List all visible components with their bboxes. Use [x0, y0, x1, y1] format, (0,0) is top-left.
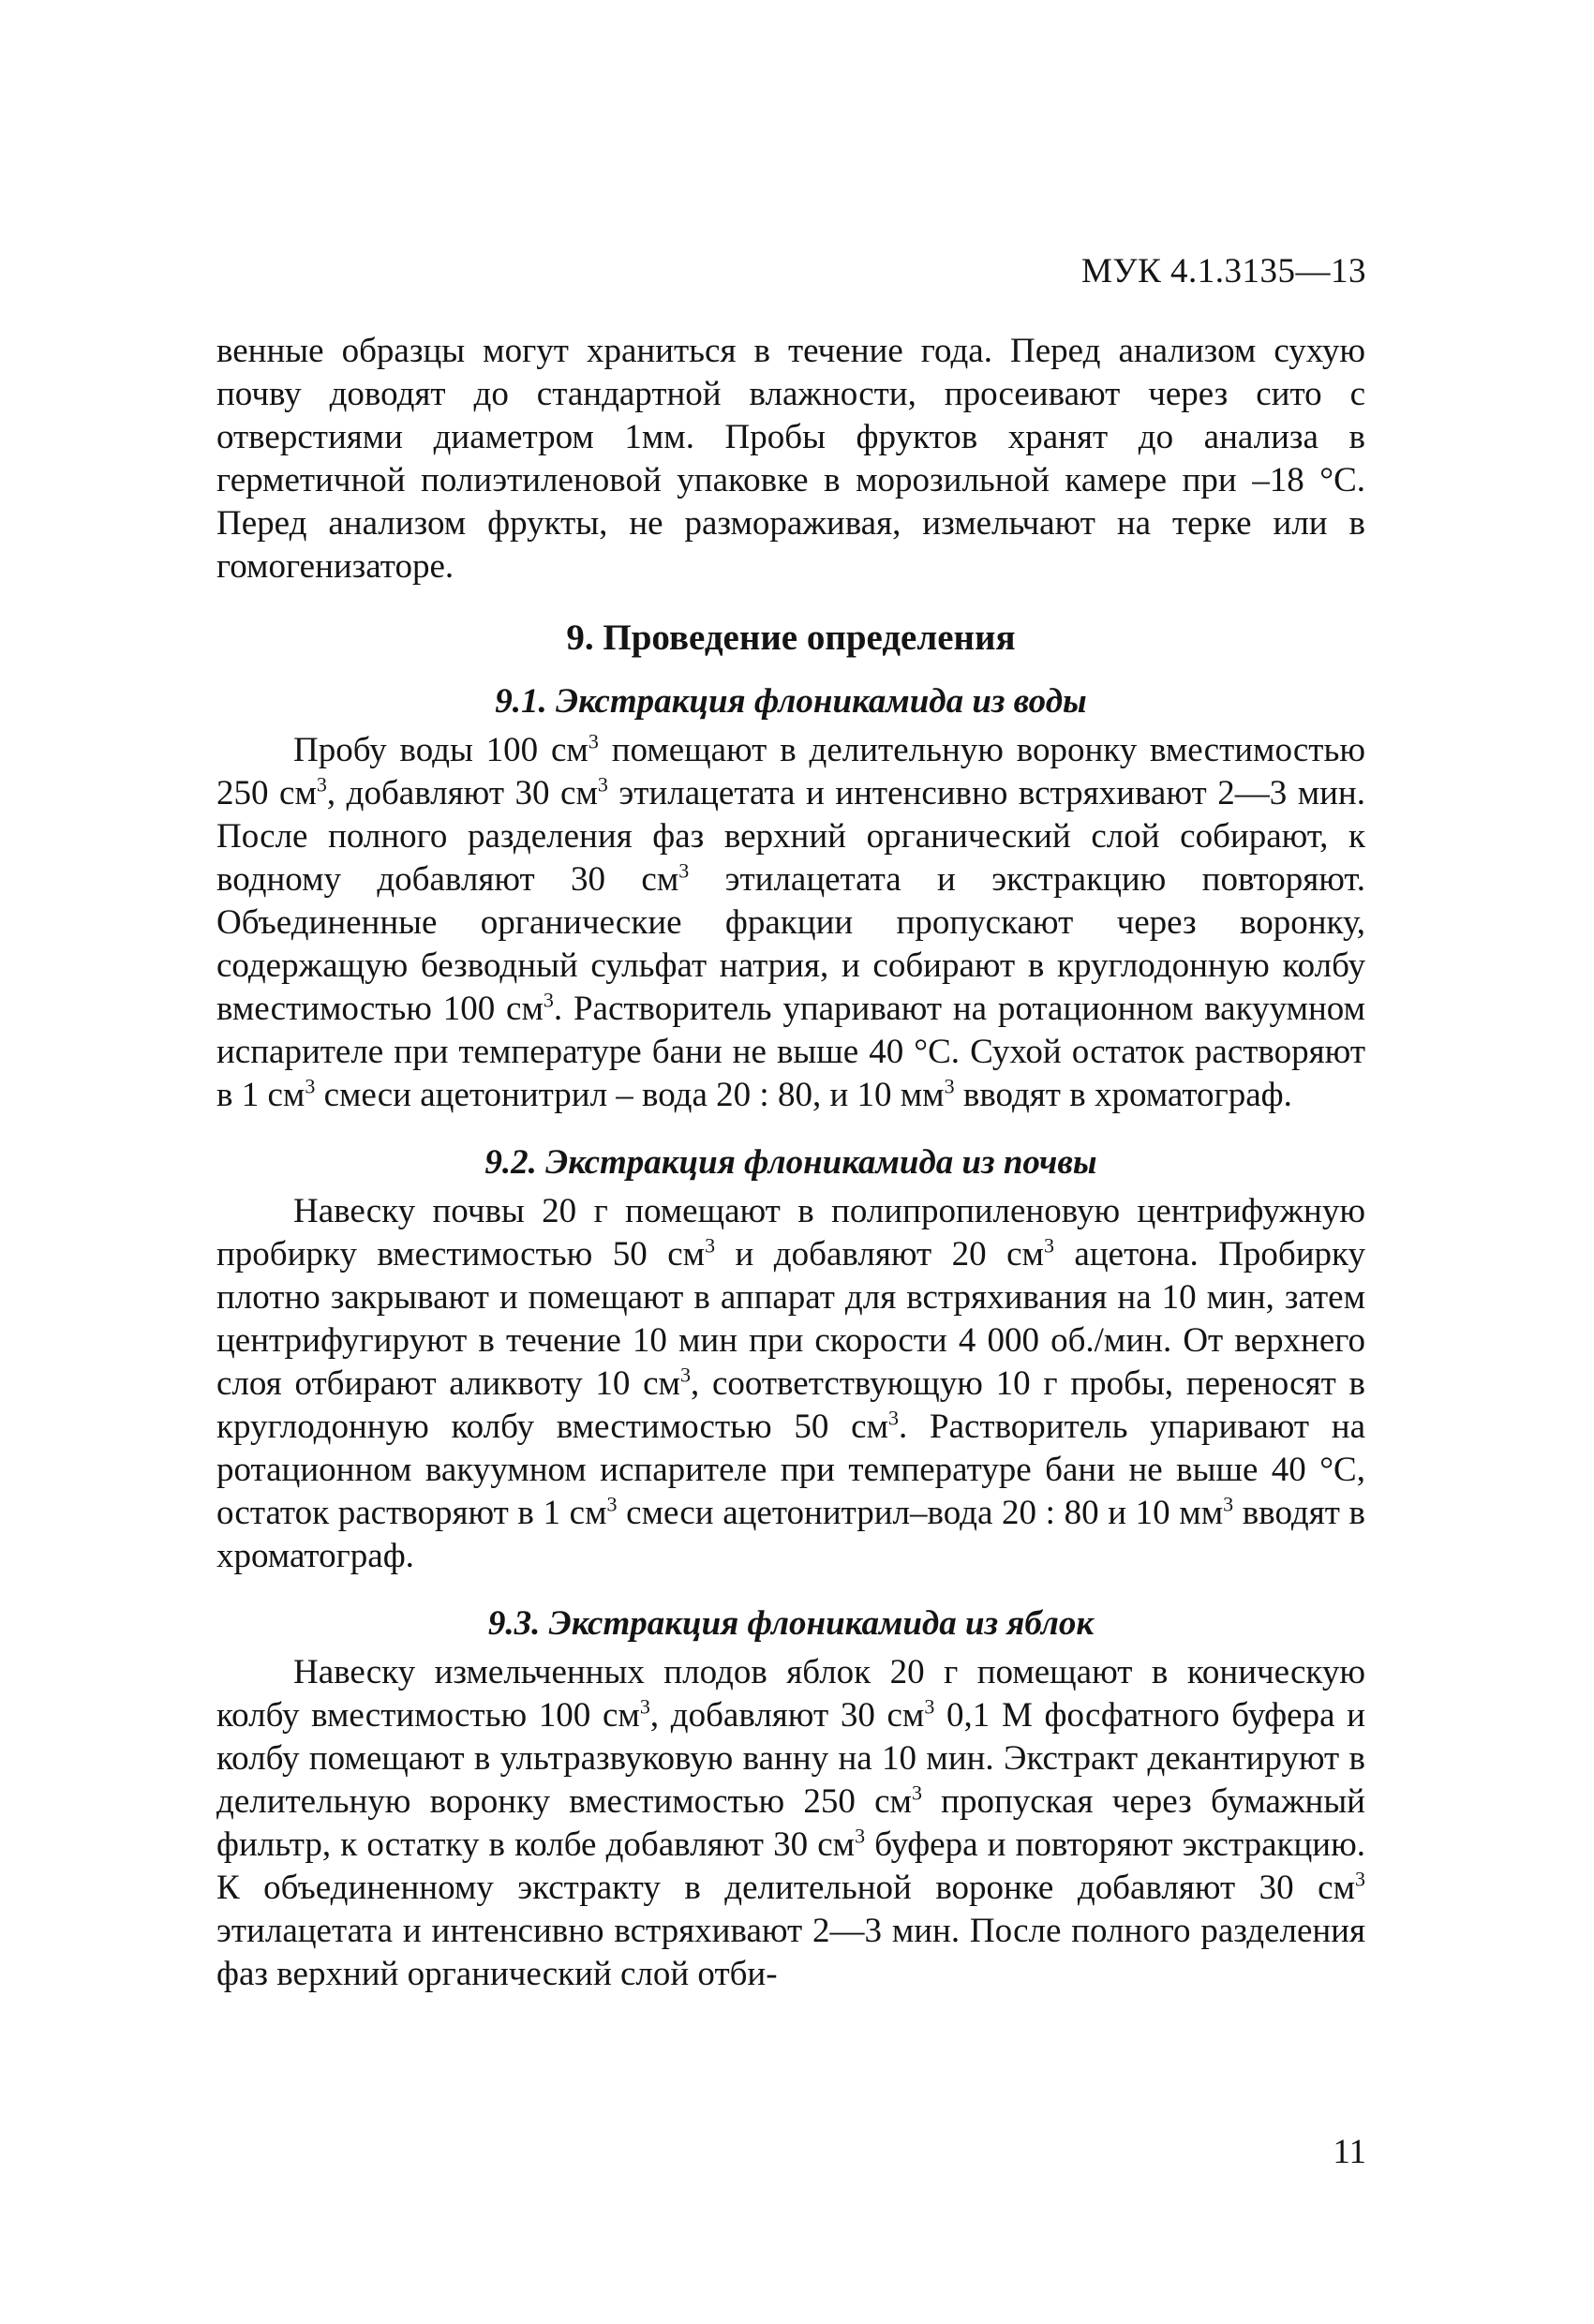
subsection-title-soil: 9.2. Экстракция флоникамида из почвы — [484, 1143, 1097, 1182]
superscript: 3 — [1355, 1867, 1365, 1891]
superscript: 3 — [543, 988, 554, 1012]
text-run: смеси ацетонитрил – вода 20 : 80, и 10 мм — [315, 1076, 945, 1114]
text-run: помещают в делительную воронку вместимостью 250 см — [216, 731, 1365, 812]
text-run: . Растворитель упаривают на ротационном вакуумном испарителе при температуре бани не выше 40 °С. Сухой остаток растворяют в 1 см — [216, 990, 1365, 1114]
subsection-title-apples: 9.3. Экстракция флоникамида из яблок — [487, 1604, 1095, 1643]
paragraph-apples — [216, 1651, 1365, 1996]
text-run: , соответствующую 10 г пробы, переносят в круглодонную колбу вместимостью 50 см — [216, 1364, 1365, 1446]
superscript: 3 — [888, 1406, 899, 1430]
superscript: 3 — [588, 729, 599, 753]
text-run: Навеску почвы 20 г помещают в полипропиленовую центрифужную пробирку вместимостью 50 см — [216, 1192, 1365, 1274]
superscript: 3 — [924, 1694, 935, 1719]
superscript: 3 — [855, 1824, 866, 1848]
text-run: вводят в хроматограф. — [954, 1076, 1292, 1114]
superscript: 3 — [316, 772, 327, 797]
superscript: 3 — [705, 1233, 716, 1258]
superscript: 3 — [679, 1363, 691, 1387]
superscript: 3 — [606, 1492, 618, 1516]
superscript: 3 — [911, 1780, 922, 1805]
text-run: смеси ацетонитрил–вода 20 : 80 и 10 мм — [617, 1494, 1224, 1532]
section-title: 9. Проведение определения — [566, 618, 1016, 658]
subsection-title-water: 9.1. Экстракция флоникамида из воды — [495, 682, 1087, 721]
paragraph-soil — [216, 1190, 1365, 1578]
text-run: этилацетата и экстракцию повторяют. Объединенные органические фракции пропускают через воронку, содержащую безводный сульфат натрия, и собирают в круглодонную колбу вместимостью 100 см — [216, 860, 1366, 1028]
intro-paragraph: венные образцы могут храниться в течение года. Перед анализом сухую почву доводят до стандартной влажности, просеивают через сито с отверстиями диаметром 1мм. Пробы фруктов хранят до анализа в герметичной полиэтиленовой упаковке в морозильной камере при –18 °С. Перед анализом фрукты, не размораживая, измельчают на терке или в гомогенизаторе. — [216, 332, 1365, 586]
superscript: 3 — [639, 1694, 650, 1719]
text-run: , добавляют 30 см — [326, 774, 598, 812]
text-run: Навеску измельченных плодов яблок 20 г помещают в коническую колбу вместимостью 100 см — [216, 1653, 1365, 1735]
page-number: 11 — [1333, 2133, 1366, 2171]
document-header: МУК 4.1.3135—13 — [1080, 252, 1366, 290]
text-run: , добавляют 30 см — [649, 1696, 925, 1735]
text-run: этилацетата и интенсивно встряхивают 2—3 мин. После полного разделения фаз верхний органический слой собирают, к водному добавляют 30 см — [216, 774, 1365, 899]
superscript: 3 — [944, 1074, 955, 1098]
text-run: буфера и повторяют экстракцию. К объединенному экстракту в делительной воронке добавляют 30 см — [216, 1825, 1365, 1907]
text-run: Пробу воды 100 см — [293, 731, 588, 769]
text-run: пропуская через бумажный фильтр, к остатку в колбе добавляют 30 см — [216, 1782, 1365, 1864]
text-run: ацетона. Пробирку плотно закрывают и помещают в аппарат для встряхивания на 10 мин, затем центрифугируют в течение 10 мин при скорости 4 000 об./мин. От верхнего слоя отбирают аликвоту 10 см — [216, 1235, 1365, 1403]
text-run: этилацетата и интенсивно встряхивают 2—3 мин. После полного разделения фаз верхний органический слой отби- — [216, 1912, 1365, 1993]
text-run: и добавляют 20 см — [715, 1235, 1044, 1274]
paragraph-water — [216, 729, 1365, 1117]
superscript: 3 — [1223, 1492, 1234, 1516]
superscript: 3 — [305, 1074, 316, 1098]
superscript: 3 — [1043, 1233, 1054, 1258]
text-run: . Растворитель упаривают на ротационном вакуумном испарителе при температуре бани не выше 40 °С, остаток растворяют в 1 см — [216, 1408, 1366, 1532]
superscript: 3 — [597, 772, 608, 797]
superscript: 3 — [678, 858, 690, 883]
text-run: 0,1 М фосфатного буфера и колбу помещают в ультразвуковую ванну на 10 мин. Экстракт декантируют в делительную воронку вместимостью 250 см — [216, 1696, 1365, 1821]
page-content — [216, 330, 1365, 1996]
text-run: вводят в хроматограф. — [216, 1494, 1366, 1575]
